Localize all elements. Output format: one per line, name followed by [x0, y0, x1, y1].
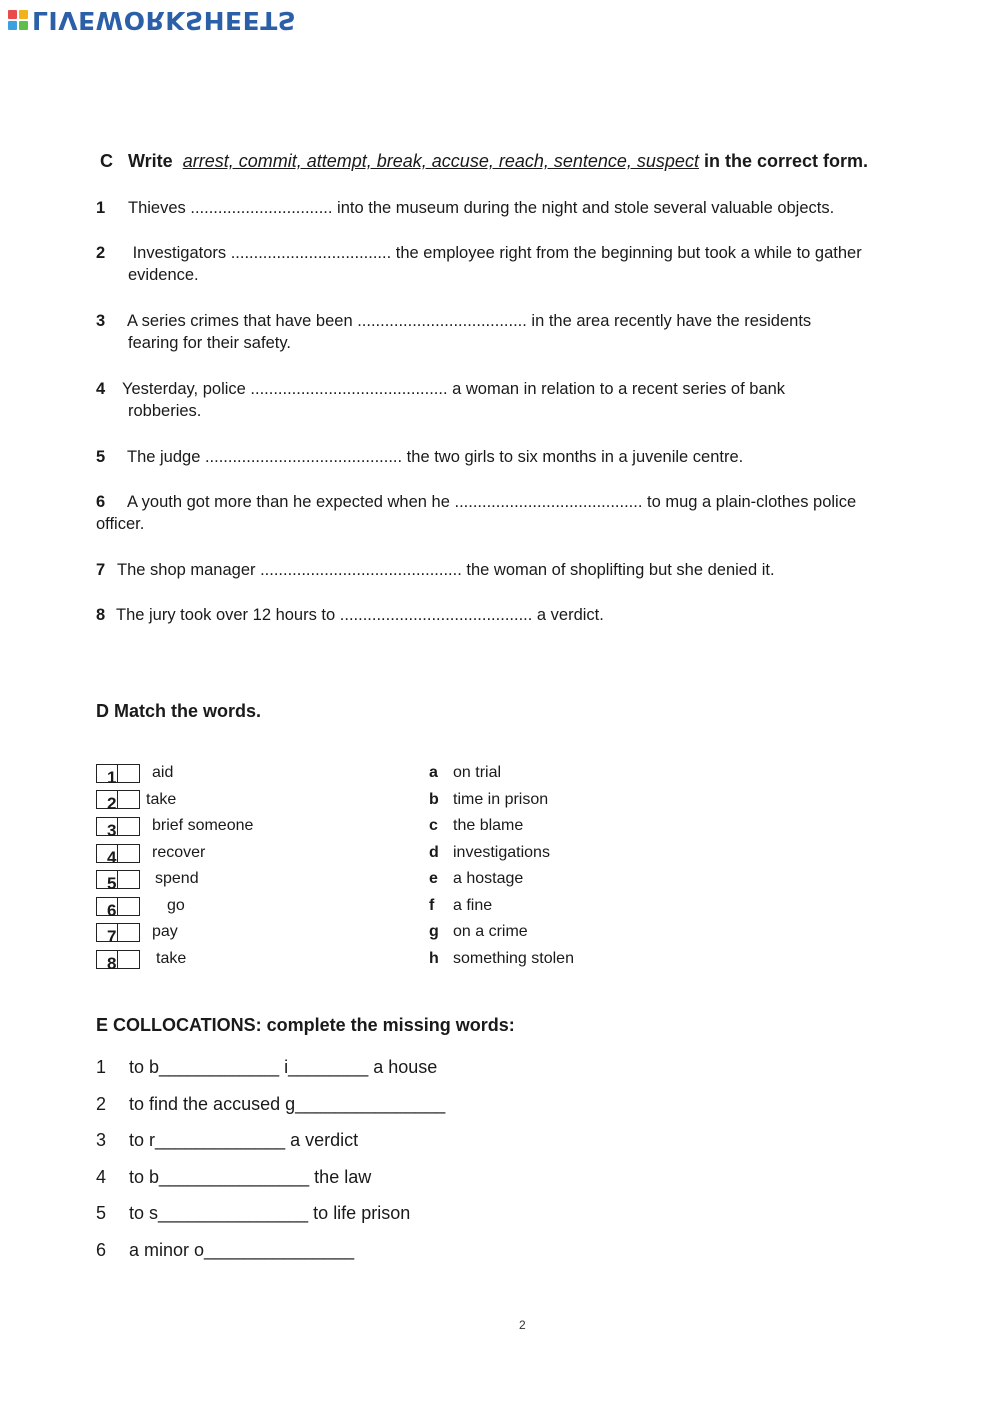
question-c-2: 2 Investigators ................................... the employee right from the beginning but took a while to gather evidence. — [96, 244, 862, 284]
section-c-write: Write — [128, 151, 173, 171]
match-box-4[interactable]: 4 — [96, 844, 140, 863]
answer-box[interactable] — [118, 870, 140, 889]
match-option-h: h something stolen — [429, 950, 574, 967]
question-c-6: 6 A youth got more than he expected when he ......................................... to mug a plain-clothes police officer. — [96, 493, 857, 533]
collocation-1[interactable]: 1 to b____________ i________ a house — [96, 1057, 438, 1077]
match-word-5: spend — [155, 870, 199, 887]
match-word-4: recover — [152, 844, 206, 861]
section-c-word-list: arrest, commit, attempt, break, accuse, reach, sentence, suspect — [182, 151, 699, 171]
match-box-8[interactable]: 8 — [96, 950, 140, 969]
section-c-suffix: in the correct form. — [703, 151, 868, 171]
match-word-3: brief someone — [152, 817, 254, 834]
match-option-b: b time in prison — [429, 791, 549, 808]
answer-box[interactable] — [118, 817, 140, 836]
match-option-g: g on a crime — [429, 923, 528, 940]
match-option-e: e a hostage — [429, 870, 524, 887]
question-c-1: 1 Thieves ............................... into the museum during the night and stole several valuable objects. — [96, 199, 835, 217]
answer-box[interactable] — [118, 764, 140, 783]
liveworksheets-logo — [8, 6, 296, 34]
match-option-c: c the blame — [429, 817, 524, 834]
match-word-6: go — [167, 897, 185, 914]
section-d-heading: D Match the words. — [96, 701, 262, 721]
match-option-d: d investigations — [429, 844, 550, 861]
match-box-5[interactable]: 5 — [96, 870, 140, 889]
match-box-1[interactable]: 1 — [96, 764, 140, 783]
page-number: 2 — [519, 1318, 526, 1332]
logo-squares-icon — [8, 10, 28, 30]
match-word-8: take — [156, 950, 187, 967]
collocation-5[interactable]: 5 to s_______________ to life prison — [96, 1203, 411, 1223]
collocation-2[interactable]: 2 to find the accused g_______________ — [96, 1094, 446, 1114]
match-box-7[interactable]: 7 — [96, 923, 140, 942]
match-word-2: take — [146, 791, 177, 808]
logo-text: LIVEWORKSHEETS — [32, 6, 297, 35]
match-option-a: a on trial — [429, 764, 502, 781]
answer-box[interactable] — [118, 950, 140, 969]
answer-box[interactable] — [118, 844, 140, 863]
answer-box[interactable] — [118, 923, 140, 942]
question-c-5: 5 The judge ........................................... the two girls to six months in a juvenile centre. — [96, 448, 744, 466]
section-c-letter: C — [100, 151, 113, 171]
match-option-f: f a fine — [429, 897, 493, 914]
match-box-3[interactable]: 3 — [96, 817, 140, 836]
match-word-7: pay — [152, 923, 178, 940]
section-e-heading: E COLLOCATIONS: complete the missing words: — [96, 1015, 515, 1035]
section-c-heading — [100, 151, 868, 172]
match-box-6[interactable]: 6 — [96, 897, 140, 916]
match-box-2[interactable]: 2 — [96, 790, 140, 809]
question-c-8: 8 The jury took over 12 hours to .......................................... a verdict. — [96, 606, 604, 624]
question-c-4: 4 Yesterday, police ........................................... a woman in relation to a recent series of bank robberies. — [96, 380, 786, 420]
collocation-3[interactable]: 3 to r_____________ a verdict — [96, 1130, 359, 1150]
collocation-6[interactable]: 6 a minor o_______________ — [96, 1240, 355, 1260]
answer-box[interactable] — [118, 790, 140, 809]
match-word-1: aid — [152, 764, 174, 781]
answer-box[interactable] — [118, 897, 140, 916]
question-c-7: 7 The shop manager ............................................ the woman of shoplifting but she denied it. — [96, 561, 775, 579]
question-c-3: 3 A series crimes that have been ..................................... in the area recently have the residents fearing for their safety. — [96, 312, 812, 352]
collocation-4[interactable]: 4 to b_______________ the law — [96, 1167, 372, 1187]
